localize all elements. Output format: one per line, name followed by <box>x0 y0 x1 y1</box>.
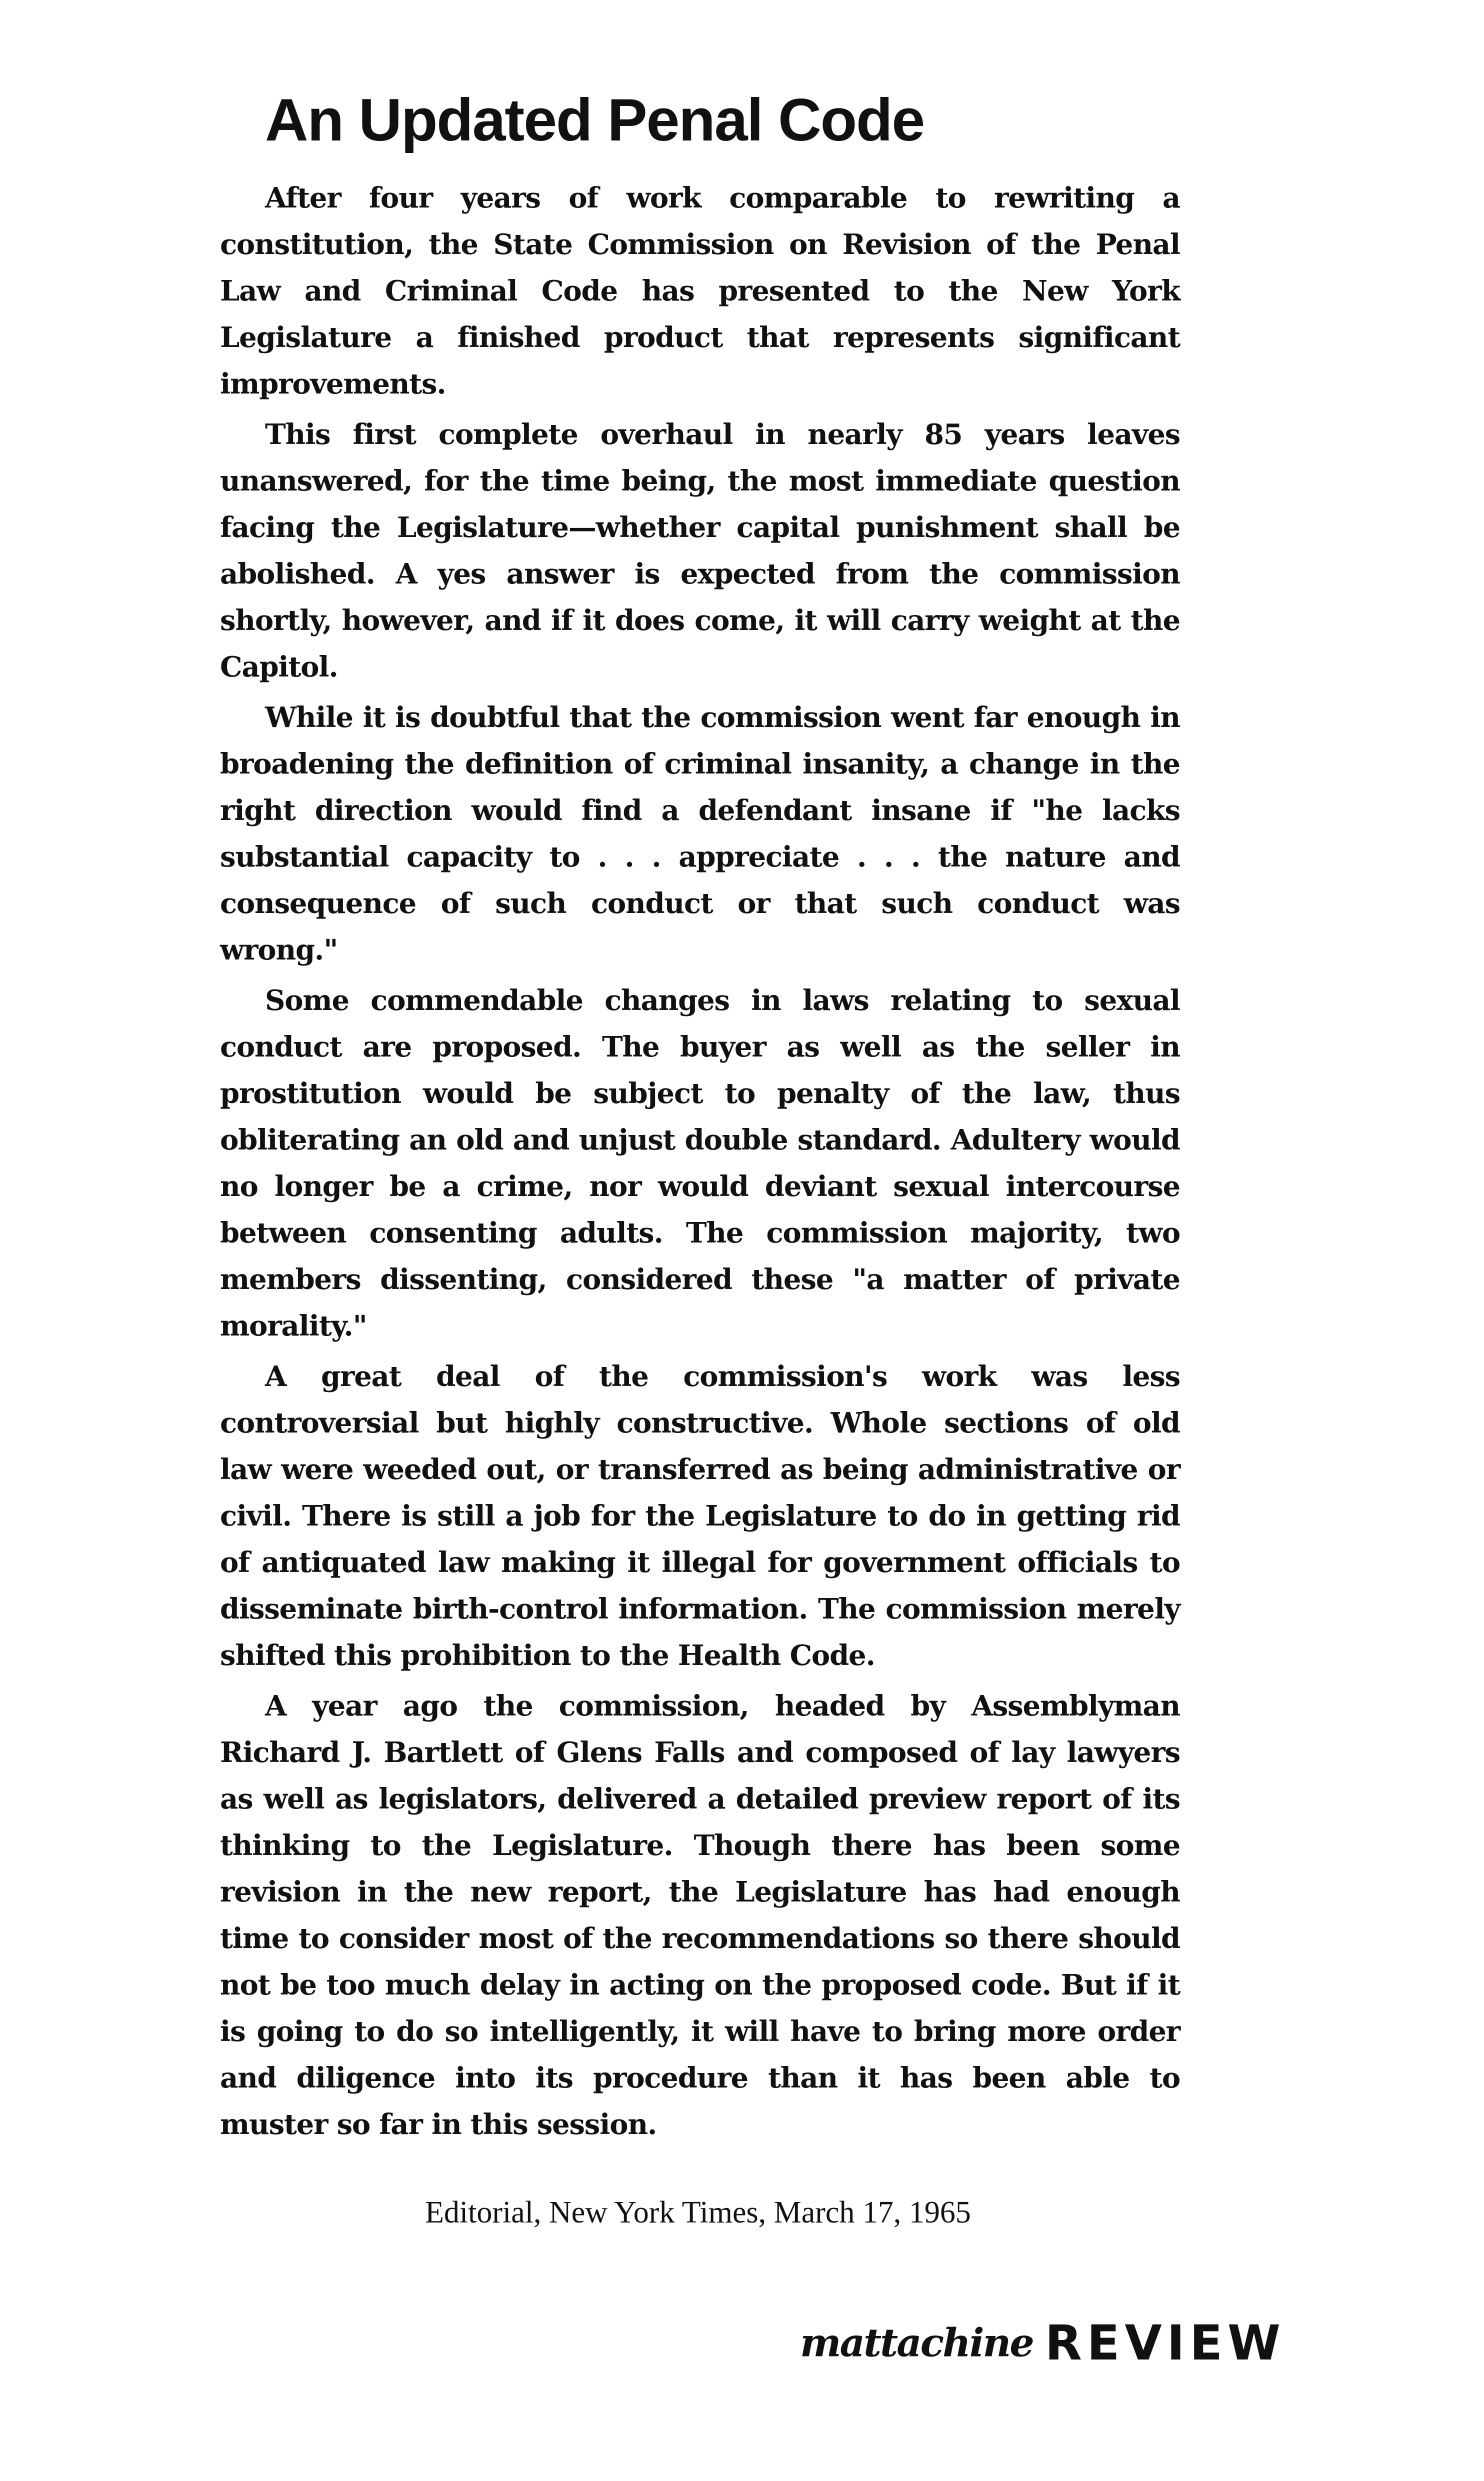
publication-footer <box>800 2315 1286 2385</box>
article-paragraph: This first complete overhaul in nearly 85 years leaves unanswered, for the time being, the most immediate question facing the Legislature—whether capital punishment shall be abolished. A yes answer is expected from the commission shortly, however, and if it does come, it will carry weight at the Capitol. <box>220 418 1180 684</box>
newspaper-clipping <box>220 85 1180 2152</box>
article-paragraph: A year ago the commission, headed by Assemblyman Richard J. Bartlett of Glens Falls and composed of lay lawyers as well as legislators, delivered a detailed preview report of its thinking to the Legislature. Though there has been some revision in the new report, the Legislature has had enough time to consider most of the recommendations so there should not be too much delay in acting on the proposed code. But if it is going to do so intelligently, it will have to bring more order and diligence into its procedure than it has been able to muster so far in this session. <box>220 1690 1180 2141</box>
mattachine-script-logo: mattachine <box>800 2320 1033 2366</box>
review-masthead: REVIEW <box>1044 2315 1286 2371</box>
article-headline: An Updated Penal Code <box>265 86 924 154</box>
article-paragraph: Some commendable changes in laws relating to sexual conduct are proposed. The buyer as well as the seller in prostitution would be subject to penalty of the law, thus obliterating an old and unjust double standard. Adultery would no longer be a crime, nor would deviant sexual intercourse between consenting adults. The commission majority, two members dissenting, considered these "a matter of private morality." <box>220 984 1180 1342</box>
source-credit: Editorial, New York Times, March 17, 1965 <box>425 2196 971 2230</box>
article-paragraph: After four years of work comparable to rewriting a constitution, the State Commission on Revision of the Penal Law and Criminal Code has presented to the New York Legislature a finished product that represents significant improvements. <box>220 182 1180 400</box>
article-paragraph: A great deal of the commission's work was less controversial but highly constructive. Whole sections of old law were weeded out, or transferred as being administrative or civil. There is still a job for the Legislature to do in getting rid of antiquated law making it illegal for government officials to disseminate birth-control information. The commission merely shifted this prohibition to the Health Code. <box>220 1360 1180 1672</box>
article-paragraph: While it is doubtful that the commission went far enough in broadening the definition of criminal insanity, a change in the right direction would find a defendant insane if "he lacks substantial capacity to . . . appreciate . . . the nature and consequence of such conduct or that such conduct was wrong." <box>220 701 1180 966</box>
